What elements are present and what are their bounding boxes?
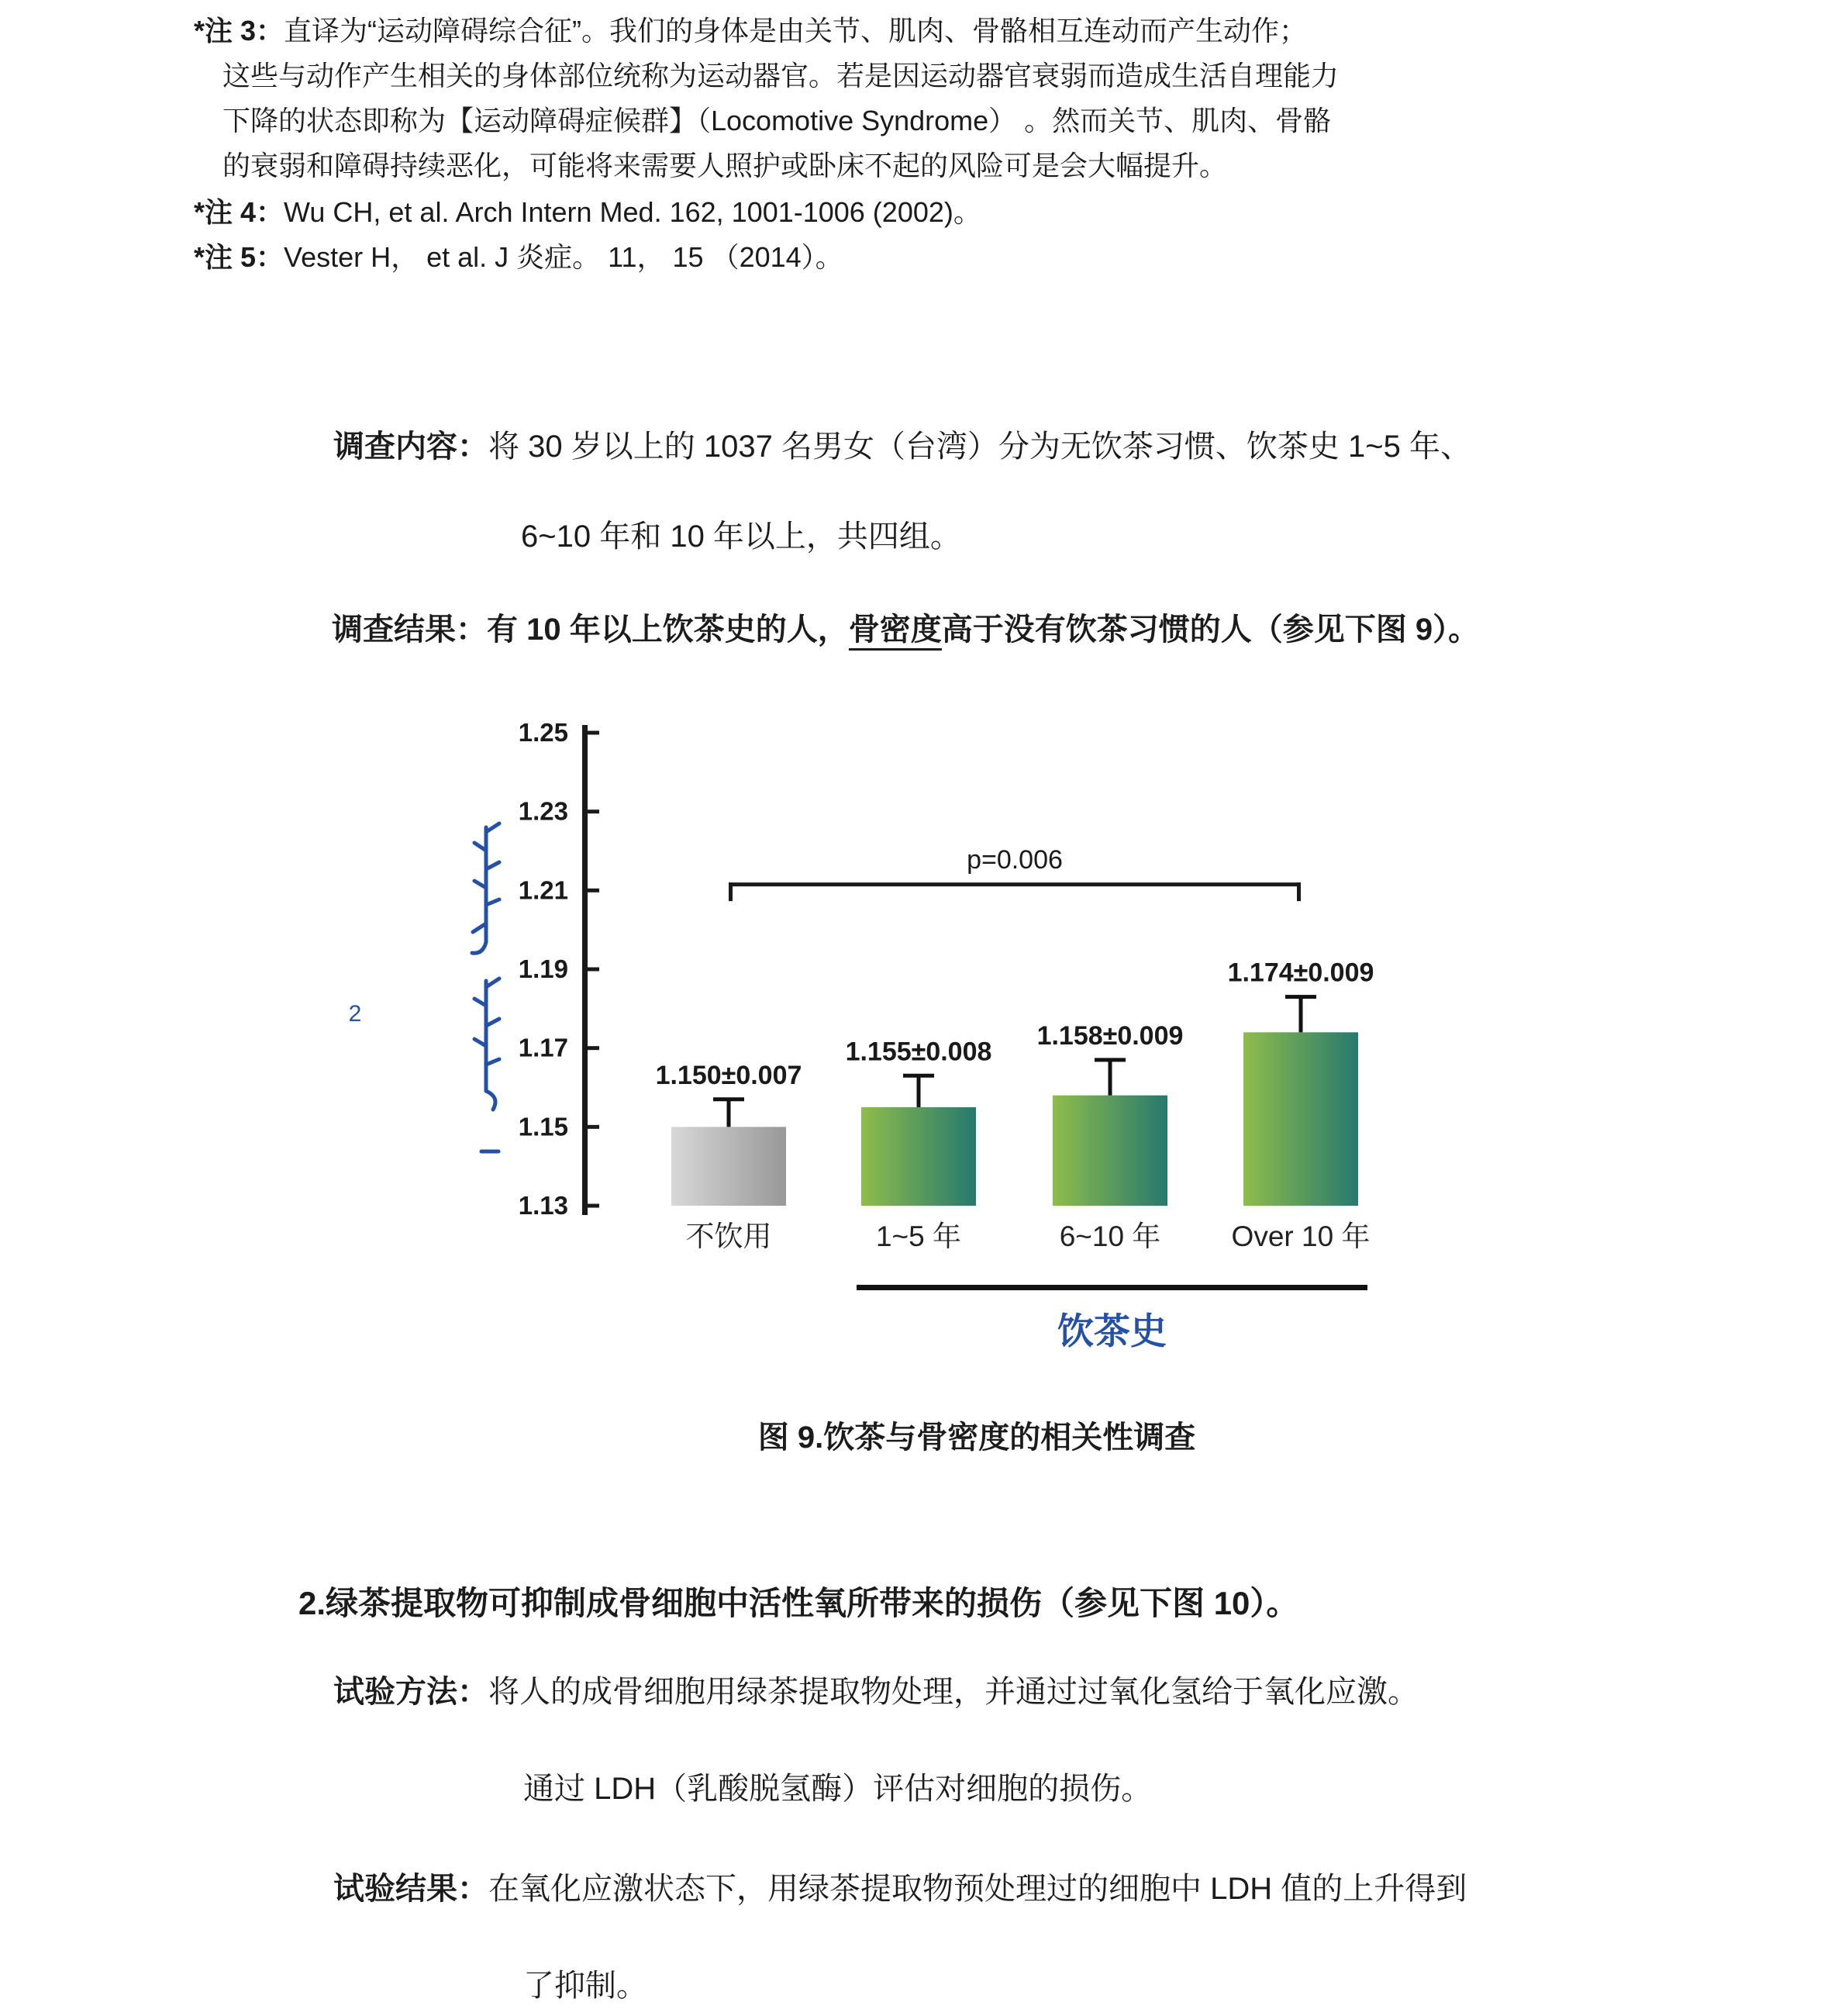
bar-value-label: 1.150±0.007 bbox=[655, 1060, 802, 1090]
y-axis-tick-label: 1.21 bbox=[518, 875, 568, 905]
y-axis-tick-label: 1.19 bbox=[518, 954, 568, 983]
footnote-3-label: *注 3： bbox=[194, 15, 284, 47]
result-line bbox=[333, 1870, 1467, 1907]
footnote-4-text: Wu CH, et al. Arch Intern Med. 162, 1001-1006 (2002)。 bbox=[284, 196, 981, 228]
figure-9-bar-chart bbox=[326, 709, 1473, 1384]
x-category-label: 不饮用 bbox=[685, 1220, 772, 1252]
y-axis-title-mongolian-icon bbox=[472, 823, 499, 1151]
footnote-3-text-1: 直译为“运动障碍综合征”。我们的身体是由关节、肌肉、骨骼相互连动而产生动作； bbox=[284, 15, 1308, 47]
method-line-2: 通过 LDH（乳酸脱氢酶）评估对细胞的损伤。 bbox=[523, 1772, 1153, 1806]
footnote-3-line-1 bbox=[194, 14, 1307, 47]
error-bar-cap bbox=[713, 1097, 744, 1101]
result-text: 在氧化应激状态下，用绿茶提取物预处理过的细胞中 LDH 值的上升得到 bbox=[488, 1872, 1467, 1906]
x-category-label: 6~10 年 bbox=[1059, 1220, 1161, 1252]
footnote-4 bbox=[194, 195, 981, 229]
error-bar-cap bbox=[903, 1074, 934, 1078]
method-label: 试验方法： bbox=[333, 1675, 488, 1709]
x-category-label: Over 10 年 bbox=[1231, 1220, 1371, 1252]
bar-value-label: 1.155±0.008 bbox=[845, 1037, 992, 1067]
y-axis-tick bbox=[588, 1046, 599, 1050]
y-axis-tick bbox=[588, 968, 599, 972]
y-axis-tick-label: 1.25 bbox=[518, 718, 568, 747]
y-axis-tick-label: 1.17 bbox=[518, 1033, 568, 1062]
y-axis-tick bbox=[588, 731, 599, 735]
significance-bracket-right-tick bbox=[1297, 882, 1301, 901]
survey-content-line-2: 6~10 年和 10 年以上，共四组。 bbox=[521, 520, 961, 554]
bar-value-label: 1.158±0.009 bbox=[1036, 1020, 1184, 1051]
method-line bbox=[333, 1673, 1419, 1710]
x-category-label: 1~5 年 bbox=[875, 1220, 962, 1252]
survey-result-underlined: 骨密度 bbox=[849, 613, 942, 651]
p-value-label: p=0.006 bbox=[967, 845, 1063, 875]
y-axis-tick bbox=[588, 810, 599, 813]
survey-result-label: 调查结果： bbox=[332, 613, 487, 647]
error-bar-stem bbox=[1299, 997, 1303, 1033]
section-2-heading: 2.绿茶提取物可抑制成骨细胞中活性氧所带来的损伤（参见下图 10）。 bbox=[298, 1585, 1299, 1621]
footnote-5 bbox=[194, 240, 843, 274]
bar-2 bbox=[1053, 1096, 1167, 1206]
y-axis-line bbox=[582, 725, 588, 1215]
y-axis-tick bbox=[588, 889, 599, 892]
footnote-5-text: Vester H， et al. J 炎症。 11， 15 （2014）。 bbox=[284, 241, 843, 273]
bar-1 bbox=[861, 1107, 976, 1206]
error-bar-stem bbox=[917, 1075, 921, 1107]
y-axis-tick-label: 1.23 bbox=[518, 796, 568, 826]
footnote-3-line-2: 这些与动作产生相关的身体部位统称为运动器官。若是因运动器官衰弱而造成生活自理能力 bbox=[222, 60, 1340, 91]
footnote-5-label: *注 5： bbox=[194, 241, 284, 273]
y-axis-unit-exponent: 2 bbox=[348, 1001, 362, 1027]
error-bar-stem bbox=[727, 1099, 731, 1127]
significance-bracket bbox=[729, 882, 1301, 886]
result-line-2: 了抑制。 bbox=[523, 1969, 647, 2003]
y-axis-tick-label: 1.15 bbox=[518, 1112, 568, 1141]
y-axis-tick-label: 1.13 bbox=[518, 1191, 568, 1220]
footnote-3-line-3: 下降的状态即称为【运动障碍症候群】（Locomotive Syndrome） 。然而关节、肌肉、骨骼 bbox=[222, 105, 1332, 136]
result-label: 试验结果： bbox=[333, 1872, 488, 1906]
bar-0 bbox=[671, 1127, 786, 1206]
survey-result-line bbox=[332, 611, 1479, 648]
survey-content-line bbox=[333, 428, 1471, 465]
figure-9-caption: 图 9.饮茶与骨密度的相关性调查 bbox=[757, 1421, 1196, 1455]
error-bar-cap bbox=[1285, 995, 1316, 999]
group-axis-line bbox=[857, 1285, 1367, 1290]
bar-3 bbox=[1243, 1032, 1358, 1206]
y-axis-tick bbox=[588, 1204, 599, 1208]
significance-bracket-left-tick bbox=[729, 882, 733, 901]
y-axis-tick bbox=[588, 1125, 599, 1129]
survey-result-post: 高于没有饮茶习惯的人（参见下图 9）。 bbox=[941, 613, 1480, 647]
survey-content-text: 将 30 岁以上的 1037 名男女（台湾）分为无饮茶习惯、饮茶史 1~5 年、 bbox=[488, 430, 1472, 464]
bar-value-label: 1.174±0.009 bbox=[1227, 958, 1374, 988]
survey-result-pre: 有 10 年以上饮茶史的人， bbox=[487, 613, 849, 647]
footnote-4-label: *注 4： bbox=[194, 196, 284, 228]
group-axis-label: 饮茶史 bbox=[1057, 1310, 1167, 1351]
method-text: 将人的成骨细胞用绿茶提取物处理，并通过过氧化氢给于氧化应激。 bbox=[488, 1675, 1419, 1709]
error-bar-cap bbox=[1095, 1058, 1126, 1062]
survey-content-label: 调查内容： bbox=[333, 430, 488, 464]
bone-density-chart bbox=[326, 709, 1473, 1376]
error-bar-stem bbox=[1109, 1060, 1112, 1096]
footnote-3-line-4: 的衰弱和障碍持续恶化，可能将来需要人照护或卧床不起的风险可是会大幅提升。 bbox=[222, 150, 1228, 181]
